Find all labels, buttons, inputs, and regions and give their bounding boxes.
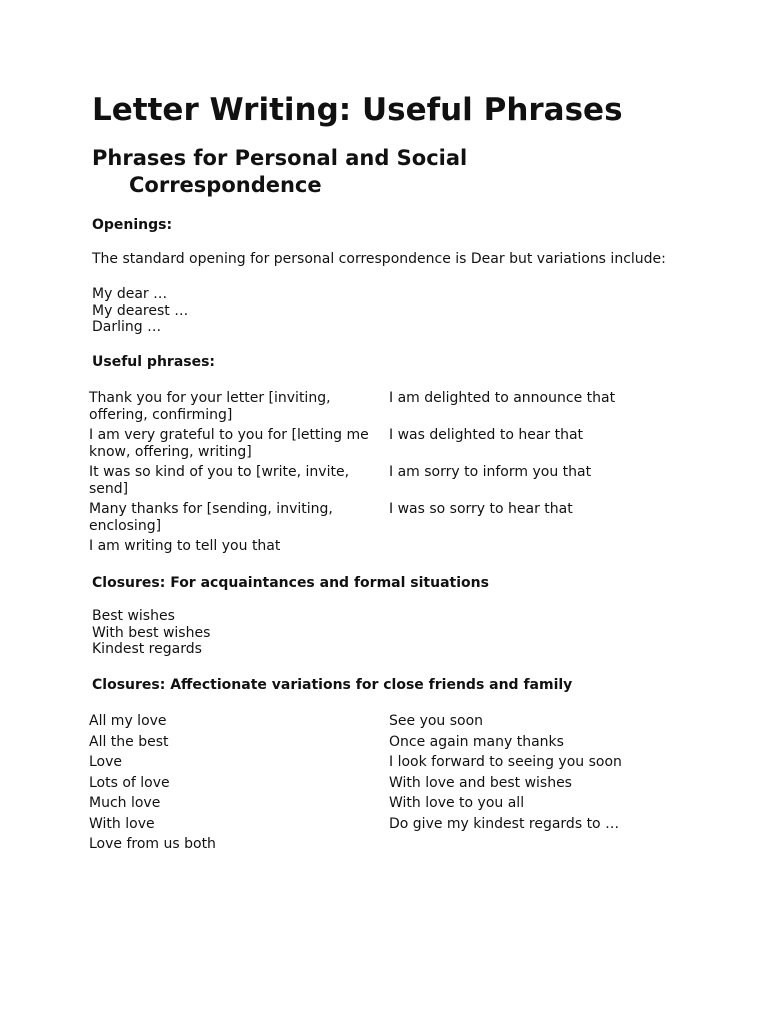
table-row	[89, 538, 689, 555]
openings-heading: Openings:	[92, 217, 173, 233]
openings-intro: The standard opening for personal correspondence is Dear but variations include:	[92, 251, 666, 267]
list-item: Best wishes	[92, 608, 175, 624]
phrase-cell: I am very grateful to you for [letting me know, offering, writing]	[89, 427, 369, 460]
table-row	[89, 816, 689, 837]
table-row	[89, 390, 689, 423]
table-row	[89, 464, 689, 497]
closure-cell: See you soon	[389, 713, 484, 729]
closure-cell: Do give my kindest regards to …	[389, 815, 620, 832]
closure-cell: Lots of love	[89, 774, 170, 791]
subtitle-line-1: Phrases for Personal and Social	[92, 146, 468, 170]
phrase-cell: I am writing to tell you that	[89, 538, 281, 554]
table-row	[89, 836, 689, 857]
closure-cell: With love	[89, 815, 155, 832]
useful-phrases-table	[89, 390, 689, 559]
list-item: Kindest regards	[92, 641, 202, 657]
table-row	[89, 734, 689, 755]
phrase-cell: It was so kind of you to [write, invite, send]	[89, 464, 350, 497]
phrase-cell: I was delighted to hear that	[389, 427, 584, 443]
closures-formal-list	[92, 608, 210, 658]
closure-cell: With love to you all	[389, 795, 525, 811]
phrase-cell	[389, 538, 689, 555]
closures-affectionate-heading: Closures: Affectionate variations for close friends and family	[92, 677, 573, 693]
table-row	[89, 754, 689, 775]
section-subtitle	[92, 145, 612, 199]
document-page	[89, 0, 732, 1024]
list-item: Darling …	[92, 319, 162, 335]
closure-cell: Love	[89, 754, 123, 770]
closures-formal-heading: Closures: For acquaintances and formal situations	[92, 575, 489, 591]
list-item: With best wishes	[92, 624, 211, 641]
closure-cell	[389, 836, 689, 857]
phrase-cell: Thank you for your letter [inviting, offering, confirming]	[89, 390, 331, 423]
table-row	[89, 713, 689, 734]
closure-cell: All the best	[89, 733, 169, 750]
list-item: My dear …	[92, 286, 168, 302]
table-row	[89, 427, 689, 460]
table-row	[89, 775, 689, 796]
closure-cell: Once again many thanks	[389, 733, 564, 750]
page-title: Letter Writing: Useful Phrases	[92, 92, 623, 128]
openings-list	[92, 286, 188, 336]
closure-cell: With love and best wishes	[389, 774, 572, 791]
phrase-cell: I am sorry to inform you that	[389, 464, 592, 480]
closure-cell: All my love	[89, 713, 167, 729]
closure-cell: I look forward to seeing you soon	[389, 754, 622, 770]
phrase-cell: I was so sorry to hear that	[389, 501, 573, 517]
phrase-cell: Many thanks for [sending, inviting, enclosing]	[89, 501, 333, 534]
closures-affectionate-table	[89, 713, 689, 857]
table-row	[89, 501, 689, 534]
list-item: My dearest …	[92, 302, 189, 319]
table-row	[89, 795, 689, 816]
closure-cell: Much love	[89, 795, 161, 811]
subtitle-line-2: Correspondence	[129, 173, 322, 197]
phrase-cell: I am delighted to announce that	[389, 390, 616, 406]
useful-phrases-heading: Useful phrases:	[92, 354, 216, 370]
closure-cell: Love from us both	[89, 836, 216, 852]
